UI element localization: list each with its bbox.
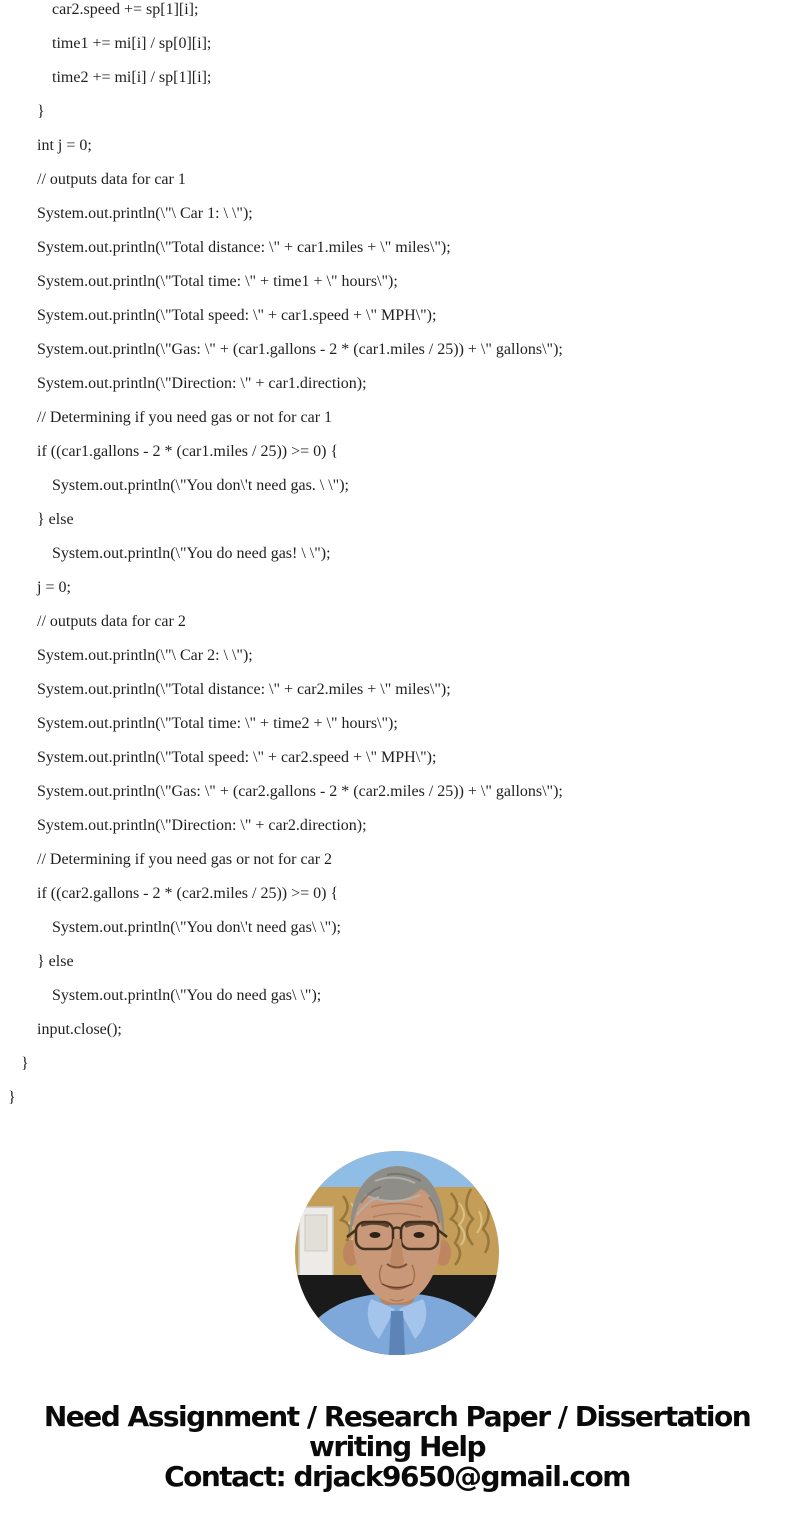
code-line: System.out.println(\"You do need gas! \ \");	[52, 545, 331, 562]
footer-heading-line1: Need Assignment / Research Paper / Dissertation	[43, 1400, 751, 1433]
avatar	[295, 1151, 499, 1355]
code-line: car2.speed += sp[1][i];	[52, 1, 199, 18]
code-line: }	[21, 1055, 29, 1072]
code-line: } else	[37, 953, 74, 970]
code-line: if ((car2.gallons - 2 * (car2.miles / 25)) >= 0) {	[37, 885, 339, 902]
code-line: System.out.println(\"Total time: \" + time2 + \" hours\");	[37, 715, 398, 732]
code-line: if ((car1.gallons - 2 * (car1.miles / 25)) >= 0) {	[37, 443, 339, 460]
code-line: System.out.println(\"You do need gas\ \");	[52, 987, 322, 1004]
code-line: System.out.println(\"Total distance: \" + car1.miles + \" miles\");	[37, 239, 451, 256]
code-line: time1 += mi[i] / sp[0][i];	[52, 35, 212, 52]
code-line: System.out.println(\"Direction: \" + car1.direction);	[37, 375, 367, 392]
code-line: System.out.println(\"Total speed: \" + car1.speed + \" MPH\");	[37, 307, 437, 324]
code-line: } else	[37, 511, 74, 528]
avatar-photo	[295, 1151, 499, 1355]
footer-contact: Contact: drjack9650@gmail.com	[164, 1460, 630, 1493]
code-line: }	[8, 1089, 16, 1106]
code-line: System.out.println(\"You don\'t need gas\ \");	[52, 919, 341, 936]
code-line: System.out.println(\"Total speed: \" + car2.speed + \" MPH\");	[37, 749, 437, 766]
code-line: // outputs data for car 1	[37, 171, 186, 188]
code-line: input.close();	[37, 1021, 122, 1038]
code-line: // outputs data for car 2	[37, 613, 186, 630]
code-line: System.out.println(\"\ Car 1: \ \");	[37, 205, 253, 222]
code-line: System.out.println(\"Total distance: \" + car2.miles + \" miles\");	[37, 681, 451, 698]
footer-heading-line2: writing Help	[308, 1430, 486, 1463]
code-line: System.out.println(\"\ Car 2: \ \");	[37, 647, 253, 664]
code-line: // Determining if you need gas or not for car 2	[37, 851, 333, 868]
code-line: System.out.println(\"Total time: \" + time1 + \" hours\");	[37, 273, 398, 290]
code-line: time2 += mi[i] / sp[1][i];	[52, 69, 212, 86]
code-line: System.out.println(\"You don\'t need gas. \ \");	[52, 477, 349, 494]
code-line: // Determining if you need gas or not for car 1	[37, 409, 333, 426]
code-line: j = 0;	[37, 579, 71, 596]
code-line: System.out.println(\"Direction: \" + car2.direction);	[37, 817, 367, 834]
code-line: int j = 0;	[37, 137, 92, 154]
code-line: }	[37, 103, 45, 120]
code-line: System.out.println(\"Gas: \" + (car2.gallons - 2 * (car2.miles / 25)) + \" gallons\");	[37, 783, 563, 800]
footer	[0, 1402, 794, 1492]
code-line: System.out.println(\"Gas: \" + (car1.gallons - 2 * (car1.miles / 25)) + \" gallons\");	[37, 341, 563, 358]
